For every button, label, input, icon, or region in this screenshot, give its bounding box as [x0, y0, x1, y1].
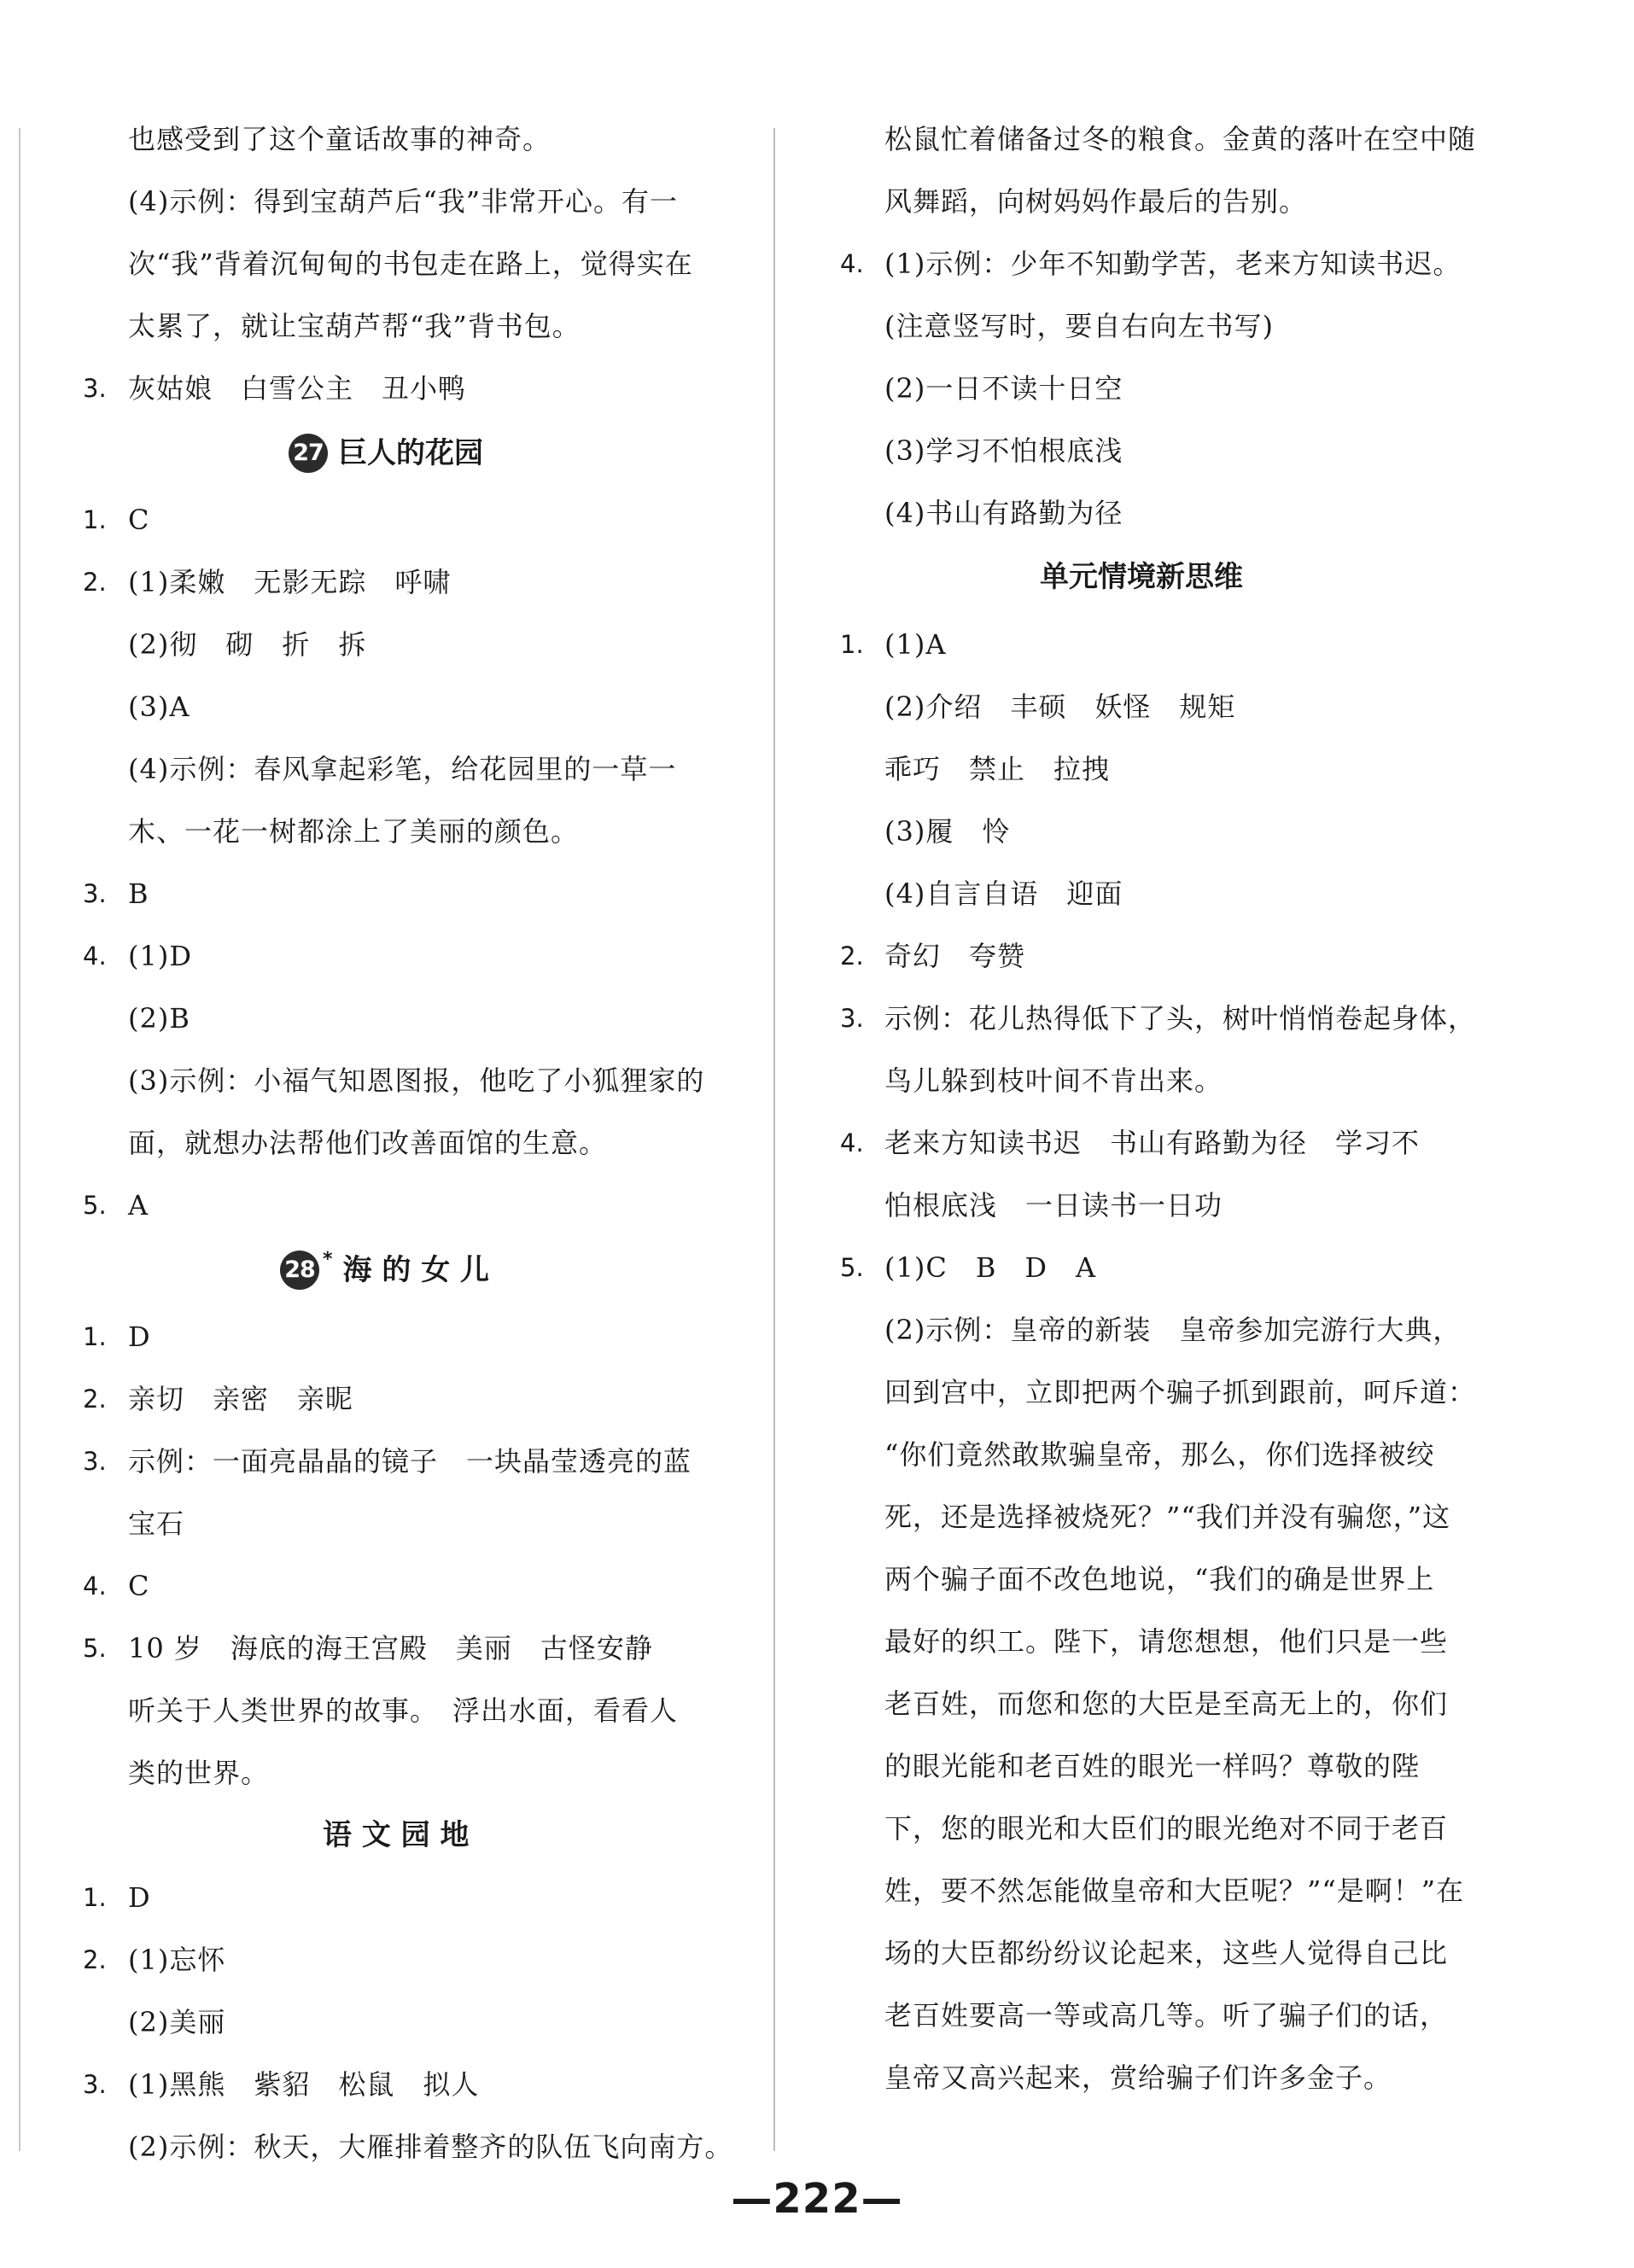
page-edge-line: [19, 128, 20, 2151]
text-line: 下，您的眼光和大臣们的眼光绝对不同于老百: [884, 1812, 1449, 1845]
text-line: “你们竟然敢欺骗皇帝，那么，你们选择被绞: [884, 1438, 1435, 1471]
text-line: 类的世界。: [128, 1757, 270, 1789]
item-number: 1.: [83, 505, 107, 534]
text-line: 老百姓要高一等或高几等。听了骗子们的话，: [884, 1999, 1449, 2032]
section-heading-27: [289, 434, 483, 473]
text-line: (1)黑熊 紫貂 松鼠 拟人: [128, 2068, 480, 2101]
item-number: 2.: [840, 942, 864, 971]
section-heading-language-garden: [323, 1816, 470, 1854]
text-line: 10 岁 海底的海王宫殿 美丽 古怪安静: [128, 1632, 653, 1665]
text-line: 怕根底浅 一日读书一日功: [884, 1189, 1223, 1221]
text-line: 听关于人类世界的故事。 浮出水面，看看人: [128, 1694, 679, 1727]
text-line: 死，还是选择被烧死？”“我们并没有骗您，”这: [884, 1501, 1451, 1533]
item-number: 3.: [840, 1004, 864, 1033]
text-line: (1)A: [884, 628, 947, 661]
text-line: 皇帝又高兴起来，赏给骗子们许多金子。: [884, 2061, 1392, 2094]
section-title: 单元情境新思维: [1040, 560, 1243, 594]
item-number: 5.: [83, 1191, 107, 1220]
text-line: C: [128, 1570, 150, 1602]
text-line: (3)A: [128, 691, 190, 723]
text-line: (注意竖写时，要自右向左书写): [884, 310, 1274, 342]
lesson-number-badge: 28: [280, 1251, 319, 1290]
item-number: 2.: [83, 568, 107, 597]
text-line: (1)柔嫩 无影无踪 呼啸: [128, 566, 452, 598]
text-line: (1)D: [128, 940, 192, 972]
text-line: (4)自言自语 迎面: [884, 877, 1123, 910]
text-line: (2)一日不读十日空: [884, 372, 1123, 405]
text-line: 太累了，就让宝葫芦帮“我”背书包。: [128, 310, 581, 342]
text-line: (4)示例：得到宝葫芦后“我”非常开心。有一: [128, 185, 679, 218]
extended-reading-mark: *: [323, 1249, 333, 1270]
item-number: 3.: [83, 1447, 107, 1476]
text-line: (3)履 怜: [884, 815, 1011, 848]
text-line: 示例：一面亮晶晶的镜子 一块晶莹透亮的蓝: [128, 1445, 692, 1478]
text-line: (2)示例：秋天，大雁排着整齐的队伍飞向南方。: [128, 2131, 733, 2163]
text-line: (1)C B D A: [884, 1251, 1097, 1284]
section-title: 海 的 女 儿: [342, 1253, 490, 1287]
text-line: 最好的织工。陛下，请您想想，他们只是一些: [884, 1625, 1449, 1658]
text-line: 亲切 亲密 亲昵: [128, 1383, 354, 1415]
text-line: (4)示例：春风拿起彩笔，给花园里的一草一: [128, 753, 677, 785]
text-line: D: [128, 1881, 151, 1914]
item-number: 4.: [840, 1128, 864, 1157]
text-line: B: [128, 877, 149, 910]
text-line: 乖巧 禁止 拉拽: [884, 753, 1111, 785]
item-number: 5.: [840, 1253, 864, 1282]
text-line: 风舞蹈，向树妈妈作最后的告别。: [884, 185, 1308, 218]
text-line: 面，就想办法帮他们改善面馆的生意。: [128, 1127, 608, 1159]
item-number: 2.: [83, 1385, 107, 1414]
item-number: 3.: [83, 879, 107, 908]
text-line: 灰姑娘 白雪公主 丑小鸭: [128, 372, 467, 405]
text-line: 姓，要不然怎能做皇帝和大臣呢？”“是啊！”在: [884, 1874, 1465, 1907]
text-line: (2)B: [128, 1002, 190, 1035]
text-line: 宝石: [128, 1507, 185, 1540]
text-line: 场的大臣都纷纷议论起来，这些人觉得自己比: [884, 1937, 1449, 1969]
text-line: 两个骗子面不改色地说，“我们的确是世界上: [884, 1563, 1435, 1595]
text-line: (1)示例：少年不知勤学苦，老来方知读书迟。: [884, 248, 1462, 280]
text-line: 示例：花儿热得低下了头，树叶悄悄卷起身体，: [884, 1002, 1477, 1035]
text-line: A: [128, 1189, 149, 1221]
text-line: 次“我”背着沉甸甸的书包走在路上，觉得实在: [128, 248, 693, 280]
item-number: 3.: [83, 374, 107, 403]
item-number: 4.: [83, 942, 107, 971]
text-line: 奇幻 夸赞: [884, 940, 1026, 972]
text-line: (1)忘怀: [128, 1944, 226, 1976]
text-line: 鸟儿躲到枝叶间不肯出来。: [884, 1064, 1223, 1097]
text-line: (2)示例：皇帝的新装 皇帝参加完游行大典，: [884, 1314, 1462, 1346]
text-line: (2)美丽: [128, 2006, 226, 2038]
section-heading-28: [280, 1251, 489, 1290]
item-number: 4.: [83, 1571, 107, 1600]
text-line: 的眼光能和老百姓的眼光一样吗？尊敬的陛: [884, 1750, 1421, 1782]
text-line: 木、一花一树都涂上了美丽的颜色。: [128, 815, 580, 848]
lesson-number-badge: 27: [289, 434, 328, 473]
text-line: (4)书山有路勤为径: [884, 497, 1123, 529]
item-number: 1.: [840, 630, 864, 659]
section-title: 巨人的花园: [338, 436, 483, 470]
item-number: 4.: [840, 249, 864, 278]
item-number: 5.: [83, 1634, 107, 1663]
column-divider: [773, 128, 775, 2151]
item-number: 1.: [83, 1883, 107, 1912]
item-number: 2.: [83, 1945, 107, 1974]
text-line: 也感受到了这个童话故事的神奇。: [128, 123, 551, 155]
text-line: D: [128, 1321, 151, 1353]
text-line: 老来方知读书迟 书山有路勤为径 学习不: [884, 1127, 1421, 1159]
text-line: (3)示例：小福气知恩图报，他吃了小狐狸家的: [128, 1064, 705, 1097]
text-line: (2)介绍 丰硕 妖怪 规矩: [884, 691, 1236, 723]
item-number: 3.: [83, 2070, 107, 2099]
text-line: C: [128, 504, 150, 536]
text-line: (2)彻 砌 折 拆: [128, 628, 367, 661]
text-line: 老百姓，而您和您的大臣是至高无上的，你们: [884, 1688, 1449, 1720]
text-line: (3)学习不怕根底浅: [884, 434, 1123, 467]
item-number: 1.: [83, 1322, 107, 1351]
page-number: —222—: [731, 2175, 903, 2223]
text-line: 回到宫中，立即把两个骗子抓到跟前，呵斥道：: [884, 1376, 1477, 1408]
section-title: 语 文 园 地: [323, 1818, 470, 1852]
section-heading-unit-scenario: [1040, 558, 1243, 596]
text-line: 松鼠忙着储备过冬的粮食。金黄的落叶在空中随: [884, 123, 1477, 155]
